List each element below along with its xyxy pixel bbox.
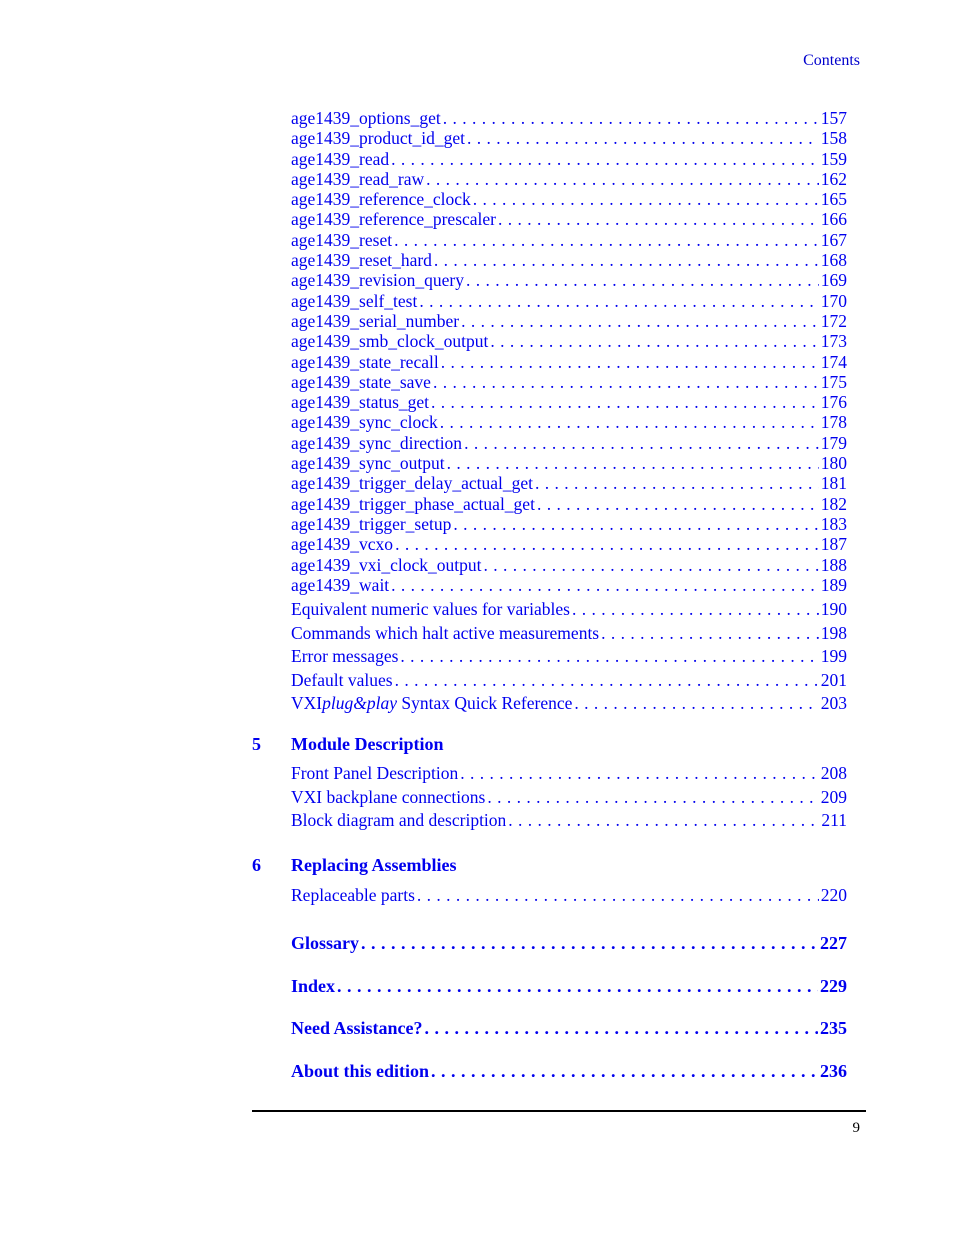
toc-entry-page: 208: [820, 763, 847, 783]
toc-entry-label: age1439_sync_direction: [291, 432, 463, 453]
toc-entry-label: age1439_reference_prescaler: [291, 209, 497, 230]
toc-entry-page: 165: [820, 189, 847, 210]
toc-entry[interactable]: [291, 762, 847, 786]
toc-entry-label: age1439_options_get: [291, 108, 441, 128]
toc-entry[interactable]: [291, 555, 847, 575]
toc-entry-page: 175: [820, 371, 847, 392]
dot-leader: [484, 555, 819, 575]
toc-entry-label: age1439_sync_output: [291, 453, 445, 474]
toc-entry-label: age1439_trigger_setup: [291, 513, 452, 534]
toc-entry-page: 189: [820, 574, 847, 595]
toc-entry[interactable]: [291, 669, 847, 693]
toc-entry-label: age1439_state_recall: [291, 351, 439, 372]
toc-entry[interactable]: [291, 494, 847, 514]
dot-leader: [434, 250, 819, 270]
dot-leader: [425, 1007, 819, 1050]
toc-entry-page: 173: [820, 331, 847, 352]
toc-entry-label: age1439_vxi_clock_output: [291, 554, 482, 575]
toc-entry[interactable]: [291, 108, 847, 128]
dot-leader: [464, 433, 819, 453]
toc-entry-label: age1439_trigger_phase_actual_get: [291, 493, 535, 514]
dot-leader: [395, 534, 819, 554]
toc-entry-page: 172: [820, 310, 847, 331]
toc-entry[interactable]: [291, 473, 847, 493]
toc-entry-page: 168: [820, 250, 847, 271]
dot-leader: [453, 514, 818, 534]
dot-leader: [433, 372, 819, 392]
dot-leader: [426, 169, 819, 189]
dot-leader: [508, 809, 819, 833]
toc-entry-page: 229: [820, 975, 847, 996]
toc-entry[interactable]: [291, 392, 847, 412]
toc-entry-label: age1439_self_test: [291, 290, 418, 311]
toc-entry-page: 183: [820, 513, 847, 534]
toc-entry[interactable]: [291, 622, 847, 646]
toc-entry-page: 181: [820, 473, 847, 494]
toc-entry-label: Equivalent numeric values for variables: [291, 599, 570, 620]
toc-entry-page: 180: [820, 453, 847, 474]
toc-entry[interactable]: [291, 189, 847, 209]
dot-leader: [361, 922, 818, 965]
toc-entry[interactable]: [291, 884, 847, 907]
toc-entry-page: 198: [820, 622, 847, 643]
toc-entry-label: Front Panel Description: [291, 763, 459, 783]
footer-rule: [252, 1110, 866, 1112]
toc-entry-label: age1439_status_get: [291, 392, 430, 413]
dot-leader: [572, 598, 819, 622]
toc-entry-page: 162: [820, 168, 847, 189]
toc-entry-label: VXIplug&play Syntax Quick Reference: [291, 693, 573, 714]
section-number: 6: [252, 855, 261, 875]
toc-entry-label: age1439_read: [291, 148, 390, 169]
toc-entry-page: 199: [820, 646, 847, 667]
toc-entry-label: age1439_reset: [291, 229, 393, 250]
toc-entry-label: age1439_smb_clock_output: [291, 331, 489, 352]
toc-entry-page: 169: [820, 270, 847, 291]
toc-entry-label: age1439_reference_clock: [291, 189, 471, 210]
dot-leader: [431, 1050, 818, 1093]
section-title: Module Description: [291, 734, 444, 754]
toc-entry-label: Block diagram and description: [291, 810, 507, 830]
toc-entry-label: Error messages: [291, 646, 399, 667]
toc-entry-label: age1439_serial_number: [291, 310, 460, 331]
toc-entry[interactable]: [291, 598, 847, 622]
toc-entry-label: VXI backplane connections: [291, 786, 486, 807]
toc-entry-page: 178: [820, 412, 847, 433]
toc-entry[interactable]: [291, 645, 847, 669]
toc-entry[interactable]: [291, 1050, 847, 1093]
toc-entry[interactable]: [291, 270, 847, 290]
dot-leader: [391, 575, 819, 595]
toc-section-6-list: [291, 884, 847, 907]
dot-leader: [337, 965, 818, 1008]
dot-leader: [473, 189, 819, 209]
toc-entry[interactable]: [291, 149, 847, 169]
dot-leader: [419, 291, 818, 311]
toc-entry-page: 167: [820, 229, 847, 250]
toc-entry-page: 159: [820, 148, 847, 169]
toc-entry-page: 227: [820, 933, 847, 953]
toc-entry-label: age1439_product_id_get: [291, 128, 465, 149]
toc-entry-label: age1439_state_save: [291, 371, 431, 392]
dot-leader: [601, 622, 819, 646]
toc-entry[interactable]: [291, 786, 847, 810]
toc-entry-page: 203: [820, 693, 847, 714]
page-number: 9: [852, 1120, 860, 1136]
toc-entry-page: 166: [820, 209, 847, 230]
toc-entry[interactable]: [291, 352, 847, 372]
toc-entry-page: 179: [820, 432, 847, 453]
toc-entry-label: Replaceable parts: [291, 885, 415, 905]
dot-leader: [394, 230, 819, 250]
dot-leader: [466, 270, 819, 290]
toc-entry-label: age1439_revision_query: [291, 270, 465, 291]
toc-entry-label: Commands which halt active measurements: [291, 622, 600, 643]
toc-entry-page: 188: [820, 554, 847, 575]
dot-leader: [417, 884, 819, 907]
toc-entry[interactable]: [291, 534, 847, 554]
dot-leader: [490, 331, 818, 351]
toc-entry-label: Default values: [291, 669, 393, 690]
dot-leader: [440, 412, 819, 432]
toc-entry-page: 182: [820, 493, 847, 514]
toc-entry[interactable]: [291, 412, 847, 432]
dot-leader: [391, 149, 819, 169]
toc-entry-page: 170: [820, 290, 847, 311]
toc-entry-page: 201: [820, 669, 847, 690]
dot-leader: [447, 453, 819, 473]
dot-leader: [443, 108, 819, 128]
section-heading-5[interactable]: [252, 734, 852, 755]
toc-entry-label: Need Assistance?: [291, 1018, 423, 1038]
toc-entry-label: age1439_wait: [291, 574, 390, 595]
toc-entry-label: Index: [291, 975, 336, 996]
toc-entry-page: 158: [820, 128, 847, 149]
toc-entry[interactable]: [291, 372, 847, 392]
toc-entry-page: 157: [820, 108, 847, 128]
dot-leader: [441, 352, 819, 372]
toc-entry[interactable]: [291, 169, 847, 189]
toc-entry-label: age1439_read_raw: [291, 168, 425, 189]
toc-entry[interactable]: [291, 453, 847, 473]
toc-section-5-list: [291, 762, 847, 833]
toc-entry-page: 236: [820, 1060, 847, 1081]
toc-entry-label: age1439_vcxo: [291, 534, 394, 555]
toc-entry[interactable]: [291, 291, 847, 311]
toc-entry[interactable]: [291, 250, 847, 270]
toc-entry-page: 220: [820, 885, 847, 905]
section-title: Replacing Assemblies: [291, 855, 457, 875]
toc-entry[interactable]: [291, 514, 847, 534]
dot-leader: [400, 645, 818, 669]
section-heading-6[interactable]: [252, 855, 852, 876]
toc-entry-page: 190: [820, 599, 847, 620]
toc-entry-label: age1439_sync_clock: [291, 412, 438, 433]
dot-leader: [537, 494, 819, 514]
dot-leader: [467, 128, 819, 148]
dot-leader: [535, 473, 819, 493]
toc-entry-label: age1439_reset_hard: [291, 250, 432, 271]
toc-entry-label: age1439_trigger_delay_actual_get: [291, 473, 533, 494]
toc-entry-page: 209: [820, 786, 847, 807]
toc-entry[interactable]: [291, 311, 847, 331]
section-number: 5: [252, 734, 261, 754]
toc-entry-label: Glossary: [291, 933, 360, 953]
toc-entry[interactable]: [291, 575, 847, 595]
toc-entry-page: 174: [820, 351, 847, 372]
dot-leader: [461, 311, 819, 331]
toc-entry[interactable]: [291, 230, 847, 250]
toc-entry[interactable]: [291, 1007, 847, 1050]
dot-leader: [460, 762, 819, 786]
dot-leader: [487, 786, 818, 810]
toc-entry-label: About this edition: [291, 1060, 430, 1081]
toc-entry[interactable]: [291, 433, 847, 453]
toc-entry-vxi-plug-play[interactable]: [291, 692, 847, 715]
toc-entry-page: 211: [821, 810, 847, 830]
toc-back-matter-list: [291, 922, 847, 1092]
running-header: Contents: [803, 52, 860, 69]
toc-entry[interactable]: [291, 922, 847, 965]
dot-leader: [498, 209, 819, 229]
dot-leader: [431, 392, 819, 412]
toc-entry[interactable]: [291, 331, 847, 351]
toc-entry[interactable]: [291, 809, 847, 833]
dot-leader: [395, 669, 819, 693]
toc-entry[interactable]: [291, 128, 847, 148]
toc-entry-page: 187: [820, 534, 847, 555]
toc-entry-page: 176: [820, 392, 847, 413]
toc-entry[interactable]: [291, 965, 847, 1008]
toc-entry-page: 235: [820, 1018, 847, 1038]
toc-entry[interactable]: [291, 209, 847, 229]
toc-function-list: [291, 108, 847, 715]
dot-leader: [574, 692, 818, 715]
